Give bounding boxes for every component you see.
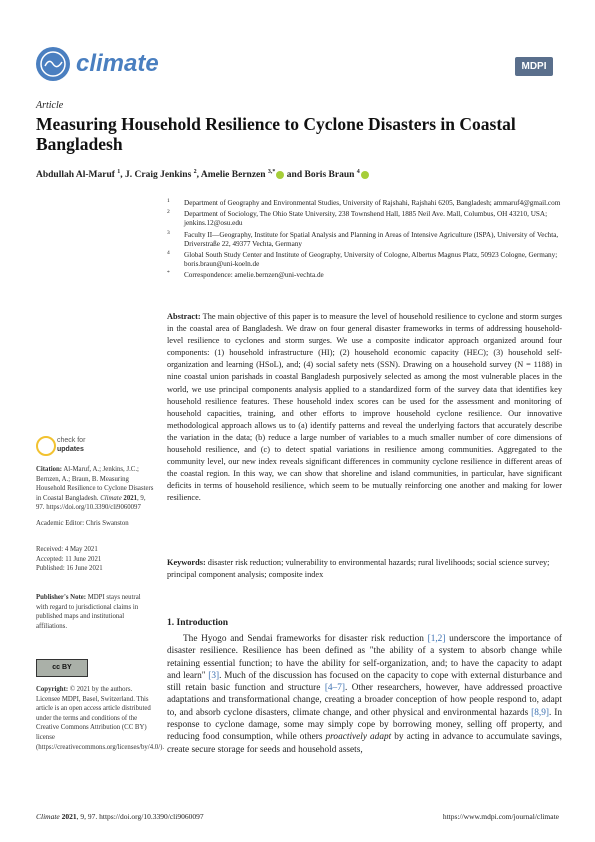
abstract-text: The main objective of this paper is to measure the level of household resilience to cyclone and storm surges in the coastal area of Bangladesh. We draw on four general disaster frameworks in terms of addressing household-level resilience to cyclones and storm surges. We use a composite indicator approach organized around four components: (1) household infrastructure (HI); (2) household economic capacity (HEC); (3) household self-organization and learning (HSoL), and; (4) social safety nets (SSN). Drawing on a household survey (N = 1188) in nine coastal union parishads in coastal Bangladesh purposively selected as among the most vulnerable places in the world, we use principal components analysis applied to a standardized form of the survey data that identifies key household resilience features. These household index scores can be used for the assessment and monitoring of household capacities, training, and other efforts to improve household cyclone resilience. Our innovative methodological approach allows us to (a) identify patterns and reveal the underlying factors that accurately describe the variation in the data; (b) reduce a large number of variables to a much smaller number of core dimensions of household resilience, and (c) to detect spatial variations in resilience among communities. Aggregated to the community level, our new index reveals significant differences in community cyclone resilience in different areas of the coastal region. In this way, we can show that shoreline and island communities, in particular, have significant deficits in terms of household resilience, which seem to be mutually reinforcing one another and making for lower resilience. — [167, 312, 562, 503]
cc-license-badge[interactable]: cc BY — [36, 659, 88, 677]
affiliation-number: 3 — [167, 229, 170, 236]
intro-text: underscore the importance of disaster resilience. Resilience has been defined as "the ability of a system to absorb change while retaining essential function; to have the ability for self-organization, and; to have the capacity to adapt and learn" — [167, 634, 562, 681]
author-affil-marker: 4 — [356, 169, 360, 175]
publisher-note-text: MDPI stays neutral with regard to jurisdictional claims in published maps and institutional affiliations. — [36, 594, 141, 630]
intro-text: . In response to cyclone damage, some may simply cope by borrowing money, selling off property, and reducing food consumption, while others — [167, 707, 562, 743]
footer-journal-url[interactable]: https://www.mdpi.com/journal/climate — [442, 812, 559, 821]
reference-link[interactable]: [8,9] — [531, 707, 549, 718]
citation-journal: Climate — [100, 494, 122, 502]
check-for-updates-button[interactable] — [57, 437, 85, 454]
affiliation-text: Correspondence: amelie.bernzen@uni-vechta.de — [184, 271, 324, 280]
orcid-icon[interactable] — [276, 171, 284, 179]
footer-doi[interactable]: , 9, 97. https://doi.org/10.3390/cli9060097 — [76, 812, 204, 821]
citation-doi[interactable]: , 9, 97. https://doi.org/10.3390/cli9060097 — [36, 494, 146, 512]
author-list: Abdullah Al-Maruf $^1$, J. Craig Jenkins $^2$, Amelie Bernzen $^{3,*}$ and Boris Braun $^4$ — [36, 169, 369, 180]
affiliation-text: Faculty II—Geography, Institute for Spatial Analysis and Planning in Areas of Intensive Agriculture (ISPA), University of Vechta, Driverstraße 22, 49377 Vechta, Germany — [184, 230, 559, 248]
journal-logo-icon — [36, 47, 70, 81]
keywords-label: Keywords: — [167, 558, 206, 567]
intro-text: . Other researchers, however, have addressed proactive adaptations and transformational change, creating a broader conception of how people respond to, adapt to, and absorb cyclone disasters, climate change, and other physical and environmental hazards — [167, 683, 562, 718]
intro-emphasis: proactively adapt — [325, 732, 392, 743]
orcid-icon[interactable] — [361, 171, 369, 179]
affiliation-item — [167, 271, 562, 280]
affiliation-item — [167, 199, 562, 208]
section-heading: 1. Introduction — [167, 618, 229, 628]
affiliation-item — [167, 251, 562, 269]
journal-name[interactable]: climate — [76, 50, 159, 77]
abstract-label: Abstract: — [167, 312, 201, 321]
citation-year: 2021 — [123, 494, 138, 502]
affiliation-text: Global South Study Center and Institute of Geography, University of Cologne, Albertus Magnus Platz, 50923 Cologne, Germany; boris.braun@uni-koeln.de — [184, 251, 558, 269]
affiliation-item — [167, 231, 562, 249]
author-name: Amelie Bernzen — [200, 170, 266, 181]
updates-label: updates — [57, 445, 84, 453]
affiliation-number: 2 — [167, 209, 170, 216]
copyright-text: © 2021 by the authors. Licensee MDPI, Basel, Switzerland. This article is an open access article distributed under the terms and conditions of the Creative Commons Attribution (CC BY) license (https://creativecommons.org/licenses/by/4.0/). — [36, 686, 165, 751]
author-name: Boris Braun — [304, 170, 355, 181]
author-name: J. Craig Jenkins — [125, 170, 192, 181]
footer-year: 2021 — [61, 812, 77, 821]
intro-text: The Hyogo and Sendai frameworks for disaster risk reduction — [183, 634, 428, 644]
affiliations — [167, 199, 562, 283]
academic-editor: Academic Editor: Chris Swanston — [36, 520, 129, 527]
citation-text: Al-Maruf, A.; Jenkins, J.C.; Bernzen, A.; Braun, B. Measuring Household Resilience to Cyclone Disasters in Coastal Bangladesh. — [36, 466, 154, 502]
intro-text: by acting in advance to accumulate savings, create secure storage for seeds and household assets, — [167, 732, 562, 755]
copyright-label: Copyright: — [36, 686, 69, 693]
affiliation-item — [167, 210, 562, 228]
citation-block — [36, 465, 154, 513]
footer-journal: Climate — [36, 812, 60, 821]
citation-label: Citation: — [36, 466, 63, 473]
check-label: check for — [57, 437, 86, 444]
footer-citation — [36, 812, 204, 821]
author-affil-marker: 1 — [117, 169, 121, 175]
author-name: Abdullah Al-Maruf — [36, 170, 115, 181]
author-affil-marker: 3,* — [267, 169, 276, 175]
published-date: Published: 16 June 2021 — [36, 565, 103, 573]
dates-block — [36, 545, 154, 574]
reference-link[interactable]: [4–7] — [324, 683, 345, 694]
keywords — [167, 557, 562, 581]
accepted-date: Accepted: 11 June 2021 — [36, 555, 102, 563]
intro-text: . Much of the discussion has focused on the capacity to cope with external disturbance and still retain basic function and structure — [167, 670, 562, 694]
affiliation-number: 4 — [167, 250, 170, 257]
author-affil-marker: 2 — [193, 169, 197, 175]
reference-link[interactable]: [3] — [208, 670, 220, 681]
received-date: Received: 4 May 2021 — [36, 546, 98, 553]
publisher-note — [36, 593, 154, 631]
affiliation-text: Department of Sociology, The Ohio State University, 238 Townshend Hall, 1885 Neil Ave. Mall, Columbus, OH 43210, USA; jenkins.12@osu.edu — [184, 210, 548, 228]
publisher-logo[interactable]: MDPI — [515, 57, 553, 76]
affiliation-number: * — [167, 270, 170, 277]
publisher-note-label: Publisher's Note: — [36, 594, 87, 601]
keywords-text: disaster risk reduction; vulnerability to environmental hazards; rural livelihoods; social science survey; principal component analysis; composite index — [167, 558, 550, 580]
intro-paragraph — [167, 633, 562, 756]
check-for-updates-icon[interactable] — [36, 436, 56, 456]
reference-link[interactable]: [1,2] — [427, 634, 446, 644]
paper-title: Measuring Household Resilience to Cyclone Disasters in Coastal Bangladesh — [36, 114, 516, 154]
article-type: Article — [36, 100, 64, 111]
copyright-block — [36, 685, 165, 752]
abstract — [167, 311, 562, 505]
affiliation-number: 1 — [167, 198, 170, 204]
affiliation-text: Department of Geography and Environmental Studies, University of Rajshahi, Rajshahi 6205, Bangladesh; ammaruf4@gmail.com — [184, 199, 561, 207]
